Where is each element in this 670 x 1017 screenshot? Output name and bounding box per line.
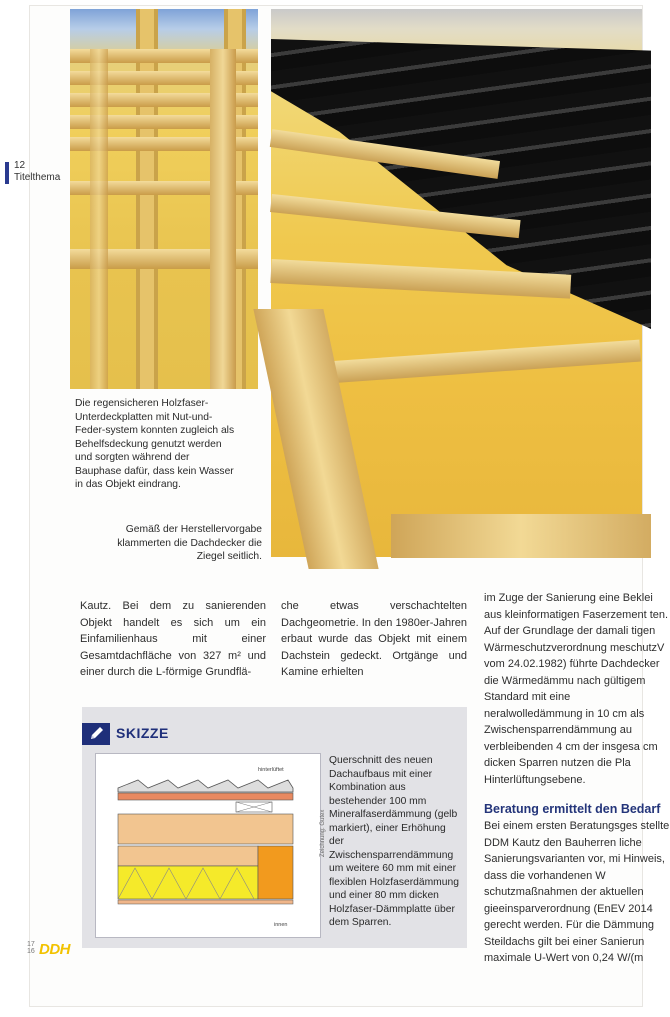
- ddh-logo: DDH: [39, 941, 70, 958]
- sketch-box: [82, 707, 467, 948]
- pencil-icon: [82, 723, 110, 745]
- drawing-credit: Zeichnung: Gutex: [320, 809, 326, 857]
- article-paragraph: im Zuge der Sanierung eine Beklei aus kleinformatigen Faserzement ten. Auf der Grundlage der damali tigen Wärmeschutzverordnung meschutzV vom 24.02.1982) führte Dachdecker die Wärmedämmu nach gültigem Standard mit eine neralwolledämmung in 10 cm als Zwischensparrendämmung au verbleibenden 4 cm der insgesa cm dicken Sparren nutzen die Pla Hinterlüftungsebene.: [484, 592, 669, 786]
- page-number: 12: [14, 160, 26, 171]
- page-number-top: 17: [27, 941, 35, 948]
- caption-left-photo: Die regensicheren Holzfaser-Unterdeckplatten mit Nut-und-Feder-system konnten zugleich als Behelfsdeckung genutzt werden und sorgten während der Bauphase dafür, dass kein Wasser in das Objekt eindrang.: [75, 398, 235, 490]
- page-marker-bar: [5, 162, 9, 184]
- sketch-title: SKIZZE: [116, 725, 169, 741]
- sketch-header: [82, 723, 202, 745]
- article-column-1: Kautz. Bei dem zu sanierenden Objekt handelt es sich um ein Einfamilienhaus mit einer Gesamtdachfläche von 327 m² und einer durch die L-förmige Grundflä-: [80, 600, 266, 678]
- magazine-logo: [27, 941, 70, 958]
- page-header: [14, 160, 60, 184]
- section-label: Titelthema: [14, 172, 61, 183]
- photo-roof-battens: [70, 9, 258, 389]
- article-column-2: che etwas verschachtelten Dachgeometrie. In den 1980er-Jahren erbaut wurde das Objekt mit einem Dachstein gedeckt. Ortgänge und Kamine erhielten: [281, 600, 467, 678]
- sketch-description: Querschnitt des neuen Dachaufbaus mit einer Kombination aus bestehender 100 mm Mineralfaserdämmung (gelb markiert), einer Erhöhung der Zwischensparrendämmung um weitere 60 mm mit einer flexiblen Holzfaserdämmung und einer 80 mm dicken Holzfaser-Dämmplatte über dem Sparren.: [329, 755, 459, 928]
- drawing-label-bottom: innen: [274, 922, 288, 928]
- article-column-3: [484, 590, 670, 964]
- roof-cross-section-drawing: [95, 753, 321, 938]
- page-number-bottom: 16: [27, 948, 35, 955]
- page-range: [27, 941, 35, 955]
- drawing-label-top: hinterlüftet: [258, 767, 284, 773]
- photo-roof-tiles: [271, 9, 642, 557]
- caption-right-photo: Gemäß der Herstellervorgabe klammerten die Dachdecker die Ziegel seitlich.: [117, 524, 262, 562]
- article-subheading: Beratung ermittelt den Bedarf: [484, 802, 661, 816]
- article-paragraph: Bei einem ersten Beratungsges stellte DDM Kautz den Bauherren liche Sanierungsvarianten vor, mi Hinweis, dass die vorhandenen W schutzmaßnahmen der aktuellen gieeinsparverordnung (EnEV 2014 gerecht werden. Für die Dämmung Steildachs gilt bei einer Sanierun maximale U-Wert von 0,24 W/(m: [484, 820, 670, 964]
